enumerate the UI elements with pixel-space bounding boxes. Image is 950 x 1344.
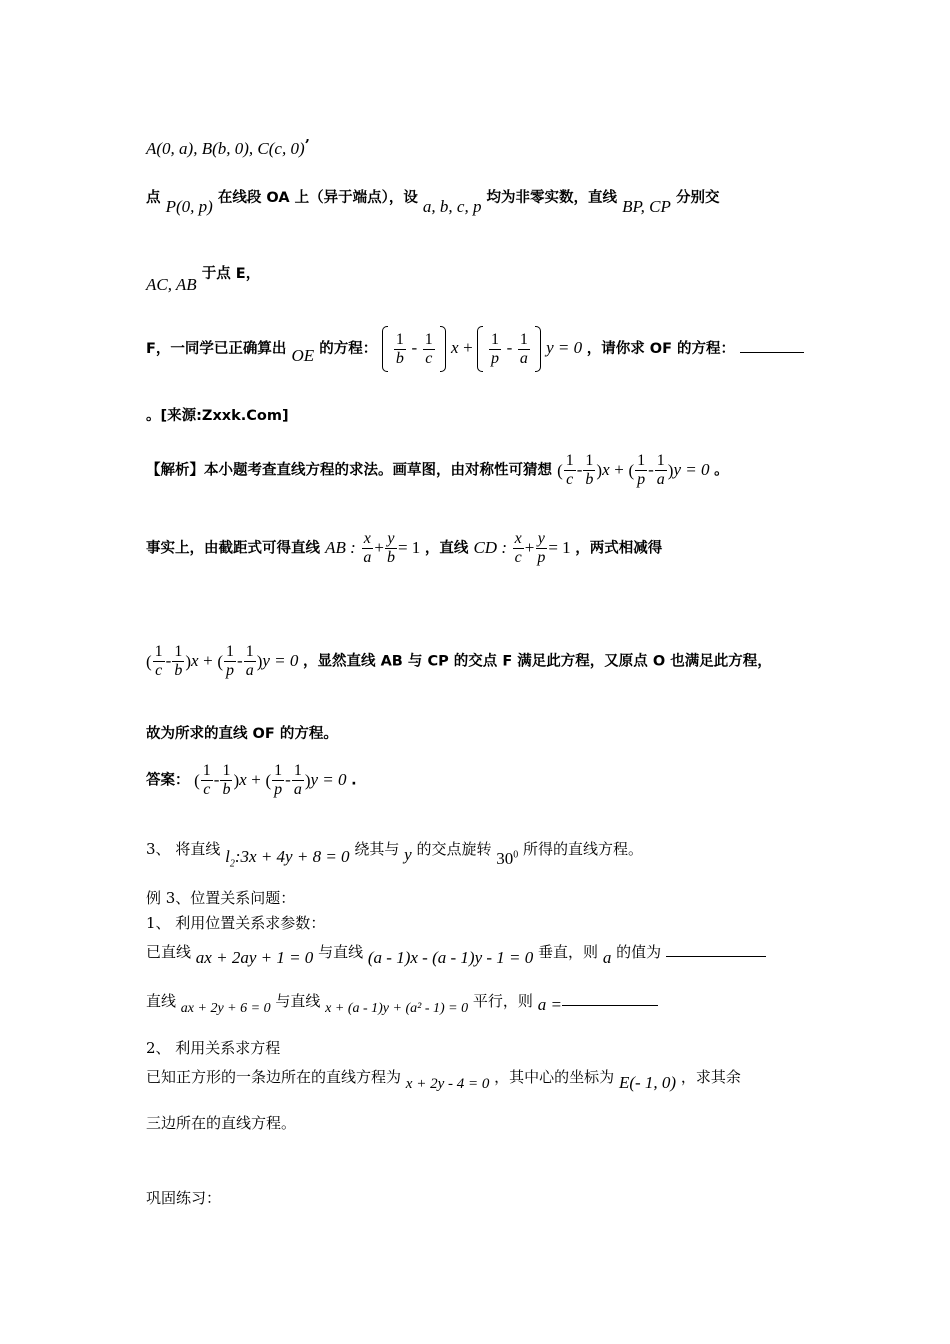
right-paren-2 — [535, 326, 541, 372]
right-paren-1 — [440, 326, 446, 372]
left-paren-1 — [382, 326, 388, 372]
practice-heading — [146, 1187, 221, 1208]
square-text-2: ，其中心的坐标为 — [494, 1068, 615, 1086]
perp-text-1: 已直线 — [146, 943, 192, 961]
fact-line — [146, 530, 662, 567]
subtract-text: ，显然直线 AB 与 CP 的交点 F 满足此方程，又原点 O 也满足此方程， — [303, 653, 772, 670]
q3-equation: 3x + 4y + 8 = 0 — [240, 847, 350, 866]
analysis-end: 。 — [714, 462, 729, 479]
section-1-text: 1、 利用位置关系求参数： — [146, 914, 326, 932]
perp-eq-1: ax + 2ay + 1 = 0 — [195, 948, 314, 967]
fact-text-2: ，直线 — [424, 540, 469, 557]
perp-text-2: 与直线 — [318, 943, 364, 961]
analysis-line — [146, 452, 729, 489]
perp-eq-2: (a - 1)x - (a - 1)y - 1 = 0 — [367, 948, 534, 967]
perp-text-3: 垂直，则 — [538, 943, 599, 961]
par-var: a = — [537, 995, 562, 1014]
answer-blank-3[interactable] — [562, 1005, 658, 1006]
square-line-2 — [146, 1112, 296, 1133]
text-f-student: F，一同学已正确算出 — [146, 341, 287, 357]
frac-1-b: $\frac{1}{b}$ — [395, 330, 404, 367]
answer-blank-1[interactable] — [740, 352, 804, 353]
analysis-eq-tail: y = 0 — [673, 459, 710, 479]
par-line — [146, 990, 658, 1017]
text-equation-of: 的方程： — [319, 341, 378, 357]
math-oe: OE — [291, 346, 315, 365]
par-text-2: 与直线 — [275, 992, 321, 1010]
section-1 — [146, 912, 325, 933]
perp-var: a — [602, 948, 612, 967]
subtract-eq-tail: y = 0 — [262, 650, 299, 670]
answer-end: . — [351, 772, 357, 789]
square-text-1: 已知正方形的一条边所在的直线方程为 — [146, 1068, 402, 1086]
source-text: 。[来源:Zxxk.Com] — [146, 408, 289, 424]
answer-label: 答案： — [146, 772, 190, 789]
ab-equation: AB : $\frac{x}{a}$ + $\frac{y}{b}$ = 1 — [325, 530, 421, 566]
points-math: A(0, a), B(b, 0), C(c, 0) — [146, 139, 305, 158]
example-3 — [146, 887, 295, 908]
cd-equation: CD : $\frac{x}{c}$ + $\frac{y}{p}$ = 1 — [473, 530, 571, 566]
cd-label: CD : — [473, 537, 507, 557]
math-bpcp: BP, CP — [622, 197, 671, 216]
square-eq: x + 2y - 4 = 0 — [405, 1076, 490, 1092]
points-line — [146, 136, 310, 159]
answer-eq-tail: y = 0 — [310, 769, 347, 789]
par-eq-1: ax + 2y + 6 = 0 — [180, 1001, 271, 1016]
text-point-e: 于点 E， — [201, 266, 261, 282]
eq-tail: y = 0 — [546, 338, 583, 357]
perp-line — [146, 941, 766, 968]
text-nonzero: 均为非零实数，直线 — [486, 190, 618, 206]
square-line — [146, 1066, 741, 1093]
frac-1-c: $\frac{1}{c}$ — [424, 330, 433, 367]
math-abcp: a, b, c, p — [422, 197, 482, 216]
par-text-1: 直线 — [146, 992, 177, 1010]
practice-text: 巩固练习： — [146, 1189, 222, 1207]
frac-1-a: $\frac{1}{a}$ — [519, 330, 528, 367]
section-2-text: 2、 利用关系求方程 — [146, 1039, 281, 1057]
q3-text-3: 的交点旋转 — [416, 840, 492, 858]
section-2 — [146, 1037, 280, 1058]
square-center: E(- 1, 0) — [618, 1073, 677, 1092]
q3-text-1: 将直线 — [175, 840, 221, 858]
fact-text-1: 事实上，由截距式可得直线 — [146, 540, 320, 557]
math-p: P(0, p) — [165, 197, 213, 216]
ab-eq-tail: = 1 — [397, 537, 421, 557]
analysis-equation: ( $\frac{1}{c}$ - $\frac{1}{b}$ )x + ( $\frac{1}{p}$ - $\frac{1}{a}$ )y = 0 — [557, 452, 710, 488]
square-text-3: ，求其余 — [680, 1068, 741, 1086]
oe-equation: $\frac{1}{b}$ - $\frac{1}{c}$ x + $\frac{1}{p}$ - $\frac{1}{a}$ y = 0 — [382, 341, 586, 357]
answer-line — [146, 762, 357, 799]
square-text-4: 三边所在的直线方程。 — [146, 1114, 297, 1132]
frac-1-p: $\frac{1}{p}$ — [490, 330, 499, 367]
subtract-equation: ( $\frac{1}{c}$ - $\frac{1}{b}$ )x + ( $\frac{1}{p}$ - $\frac{1}{a}$ )y = 0 — [146, 643, 299, 679]
answer-equation: ( $\frac{1}{c}$ - $\frac{1}{b}$ )x + ( $\frac{1}{p}$ - $\frac{1}{a}$ )y = 0 — [194, 762, 347, 798]
text-dian: 点 — [146, 190, 161, 206]
points-tail: ’ — [304, 136, 310, 154]
cd-eq-tail: = 1 — [548, 537, 571, 557]
q3-var: y — [404, 845, 412, 864]
conclude-line — [146, 722, 338, 743]
example-3-text: 例 3、位置关系问题： — [146, 889, 296, 907]
q3-angle: $30^0$ — [496, 849, 519, 868]
par-text-3: 平行，则 — [472, 992, 533, 1010]
answer-blank-2[interactable] — [666, 956, 766, 957]
left-paren-2 — [477, 326, 483, 372]
problem-line-4 — [146, 326, 804, 372]
problem-line-3 — [146, 262, 260, 295]
problem-line-2 — [146, 186, 719, 217]
q3-text-2: 绕其与 — [354, 840, 400, 858]
text-intersect: 分别交 — [675, 190, 720, 206]
analysis-text: 【解析】本小题考查直线方程的求法。画草图，由对称性可猜想 — [146, 462, 552, 479]
text-on-segment: 在线段 OA 上（异于端点），设 — [217, 190, 418, 206]
q3-line-label: $l_2$: — [225, 847, 241, 870]
q3-line — [146, 838, 643, 869]
fact-text-3: ，两式相减得 — [575, 540, 663, 557]
perp-text-4: 的值为 — [616, 943, 662, 961]
q3-text-4: 所得的直线方程。 — [523, 840, 644, 858]
conclude-text: 故为所求的直线 OF 的方程。 — [146, 726, 338, 742]
text-find-of: ，请你求 OF 的方程： — [586, 341, 736, 357]
subtract-line — [146, 643, 772, 680]
ab-label: AB : — [325, 537, 356, 557]
q3-num: 3、 — [146, 840, 171, 858]
source-line — [146, 404, 289, 425]
par-eq-2: x + (a - 1)y + (a² - 1) = 0 — [325, 1001, 469, 1016]
math-acab: AC, AB — [146, 275, 197, 294]
